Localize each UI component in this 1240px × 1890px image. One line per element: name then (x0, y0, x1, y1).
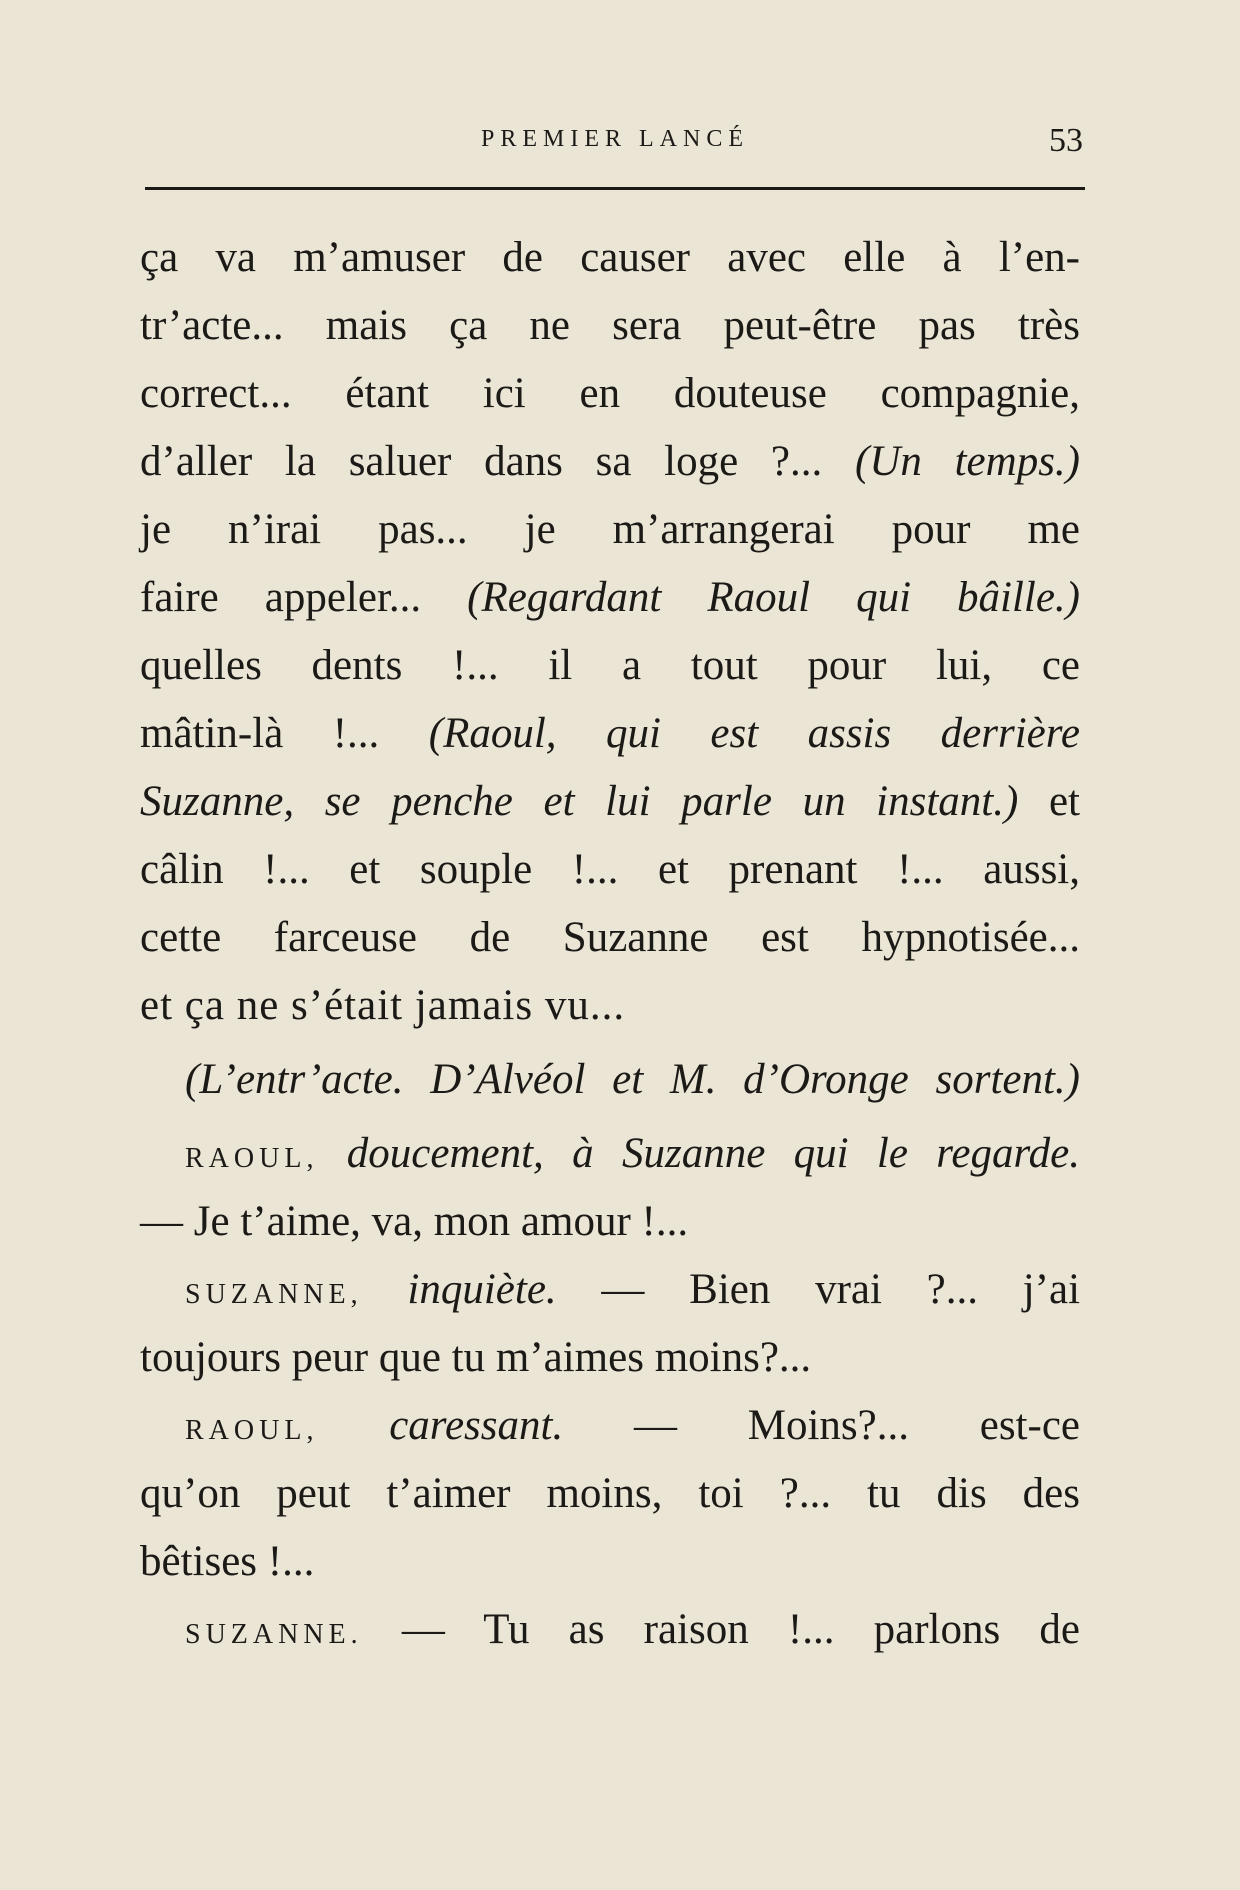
stage-direction: (Regardant Raoul qui bâille.) (467, 574, 1080, 621)
text-line: et ça ne s’était jamais vu... (140, 982, 626, 1029)
text-line: qu’on peut t’aimer moins, toi ?... tu dis des (140, 1470, 1080, 1517)
text-line: tr’acte... mais ça ne sera peut-être pas très (140, 302, 1080, 349)
stage-direction: caressant. (389, 1402, 564, 1449)
speech-text: — Tu as raison !... parlons de (401, 1606, 1080, 1653)
stage-direction: (L’entr’acte. D’Alvéol et M. d’Oronge sortent.) (185, 1056, 1080, 1103)
running-title: PREMIER LANCÉ (480, 126, 749, 152)
text-line: correct... étant ici en douteuse compagnie, (140, 370, 1080, 417)
stage-direction: doucement, à Suzanne qui le regarde. (346, 1130, 1080, 1177)
stage-direction: Suzanne, se penche et lui parle un instant.) (140, 778, 1019, 825)
speech-text: d’aller la saluer dans sa loge ?... (140, 438, 823, 485)
text-line: — Je t’aime, va, mon amour !... (140, 1198, 689, 1245)
stage-direction: inquiète. (407, 1266, 557, 1313)
speaker-name: SUZANNE. (185, 1619, 363, 1650)
speaker-name: SUZANNE, (185, 1279, 363, 1310)
speech-text: — Moins?... est-ce (633, 1402, 1080, 1449)
dialogue-line (185, 1396, 1080, 1456)
dialogue-line (185, 1260, 1080, 1320)
header-rule (145, 187, 1085, 190)
text-line (140, 432, 1080, 492)
speech-text: et (1048, 778, 1080, 825)
text-line: quelles dents !... il a tout pour lui, ce (140, 642, 1080, 689)
page-number: 53 (1049, 122, 1083, 159)
speaker-name: RAOUL, (185, 1415, 319, 1446)
stage-direction: (Raoul, qui est assis derrière (428, 710, 1080, 757)
dialogue-line (185, 1600, 1080, 1660)
running-head (145, 122, 1085, 162)
speech-text: — Bien vrai ?... j’ai (601, 1266, 1081, 1313)
text-line (140, 704, 1080, 764)
text-line: cette farceuse de Suzanne est hypnotisée... (140, 914, 1080, 961)
text-line: ça va m’amuser de causer avec elle à l’en- (140, 234, 1080, 281)
text-line: câlin !... et souple !... et prenant !... aussi, (140, 846, 1080, 893)
text-line (140, 568, 1080, 628)
speech-text: mâtin-là !... (140, 710, 380, 757)
speaker-name: RAOUL, (185, 1143, 319, 1174)
text-line: je n’irai pas... je m’arrangerai pour me (140, 506, 1080, 553)
stage-direction: (Un temps.) (855, 438, 1081, 485)
dialogue-line (185, 1124, 1080, 1184)
text-line: toujours peur que tu m’aimes moins?... (140, 1334, 812, 1381)
speech-text: faire appeler... (140, 574, 422, 621)
text-line (140, 772, 1080, 832)
text-line: bêtises !... (140, 1538, 315, 1585)
